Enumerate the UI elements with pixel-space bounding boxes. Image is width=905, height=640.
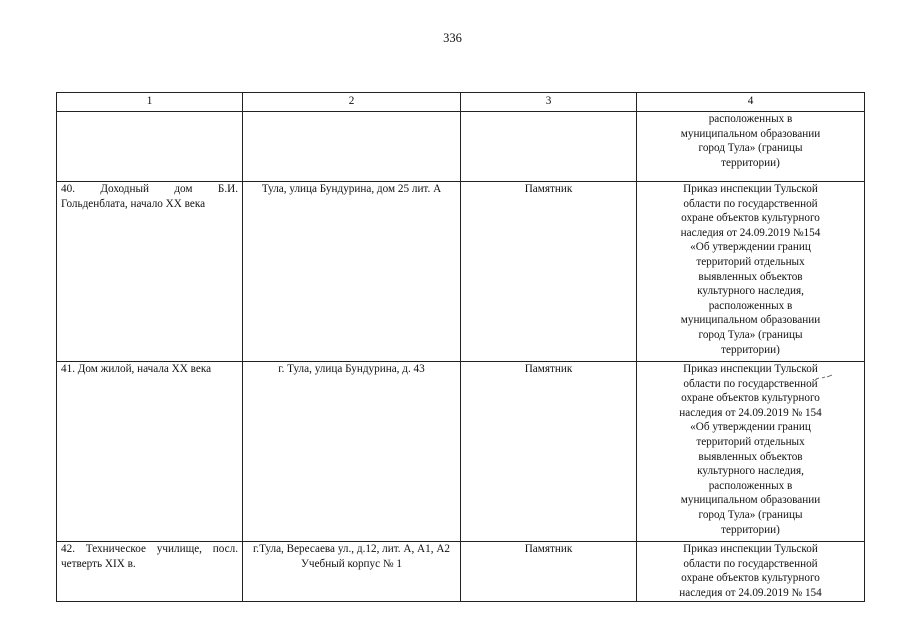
- document-line: Приказ инспекции Тульской: [683, 363, 818, 375]
- document-line: расположенных в: [708, 479, 793, 492]
- document-line: наследия от 24.09.2019 № 154: [679, 406, 822, 419]
- document-line: муниципальном образовании: [680, 314, 821, 327]
- column-header-1: 1: [57, 93, 243, 112]
- document-line: области по государственной: [683, 557, 818, 570]
- document-line: город Тула» (границы: [698, 508, 803, 521]
- document-line: Приказ инспекции Тульской: [683, 183, 818, 195]
- document-line: выявленных объектов: [698, 450, 803, 463]
- category-cell: Памятник: [461, 542, 637, 602]
- table-row: [57, 362, 865, 542]
- document-line: муниципальном образовании: [680, 127, 821, 140]
- category-cell: [461, 112, 637, 182]
- document-line: Приказ инспекции Тульской: [683, 543, 818, 555]
- object-name-cell: [57, 112, 243, 182]
- document-line: территорий отдельных: [696, 435, 805, 448]
- column-header-3: 3: [461, 93, 637, 112]
- document-line: территории): [721, 523, 780, 536]
- document-line: выявленных объектов: [698, 270, 803, 283]
- address-cell: Тула, улица Бундурина, дом 25 лит. А: [243, 182, 461, 362]
- document-line: охране объектов культурного: [681, 212, 820, 225]
- object-name-cell: 41. Дом жилой, начала XX века: [57, 362, 243, 542]
- object-name-cell: 42. Техническое училище, посл. четверть XIX в.: [57, 542, 243, 602]
- document-cell: [637, 542, 865, 602]
- address-cell: [243, 112, 461, 182]
- document-cell: [637, 182, 865, 362]
- document-line: «Об утверждении границ: [690, 421, 811, 434]
- table-row: [57, 112, 865, 182]
- table-row: [57, 182, 865, 362]
- category-cell: Памятник: [461, 362, 637, 542]
- document-cell: [637, 112, 865, 182]
- page-number: 336: [443, 31, 462, 45]
- document-cell: [637, 362, 865, 542]
- document-line: муниципальном образовании: [680, 494, 821, 507]
- address-cell: г.Тула, Вересаева ул., д.12, лит. А, А1, А2 Учебный корпус № 1: [243, 542, 461, 602]
- document-line: наследия от 24.09.2019 № 154: [679, 586, 822, 599]
- heritage-registry-table: [56, 92, 865, 602]
- document-line: расположенных в: [708, 299, 793, 312]
- document-line: области по государственной: [683, 377, 818, 390]
- document-line: город Тула» (границы: [698, 142, 803, 155]
- column-header-4: 4: [637, 93, 865, 112]
- document-line: культурного наследия,: [697, 465, 804, 478]
- table-header-row: [57, 93, 865, 112]
- category-cell: Памятник: [461, 182, 637, 362]
- document-line: территорий отдельных: [696, 255, 805, 268]
- column-header-2: 2: [243, 93, 461, 112]
- document-line: охране объектов культурного: [681, 572, 820, 585]
- document-line: город Тула» (границы: [698, 328, 803, 341]
- address-cell: г. Тула, улица Бундурина, д. 43: [243, 362, 461, 542]
- object-name-cell: 40. Доходный дом Б.И. Гольденблата, начало XX века: [57, 182, 243, 362]
- document-line: наследия от 24.09.2019 №154: [680, 226, 821, 239]
- document-line: области по государственной: [683, 197, 818, 210]
- document-line: охране объектов культурного: [681, 392, 820, 405]
- document-line: культурного наследия,: [697, 285, 804, 298]
- document-line: «Об утверждении границ: [690, 241, 811, 254]
- table-body: [57, 112, 865, 602]
- table-row: [57, 542, 865, 602]
- document-line: территории): [721, 343, 780, 356]
- document-line: расположенных в: [708, 113, 793, 125]
- document-line: территории): [721, 156, 780, 169]
